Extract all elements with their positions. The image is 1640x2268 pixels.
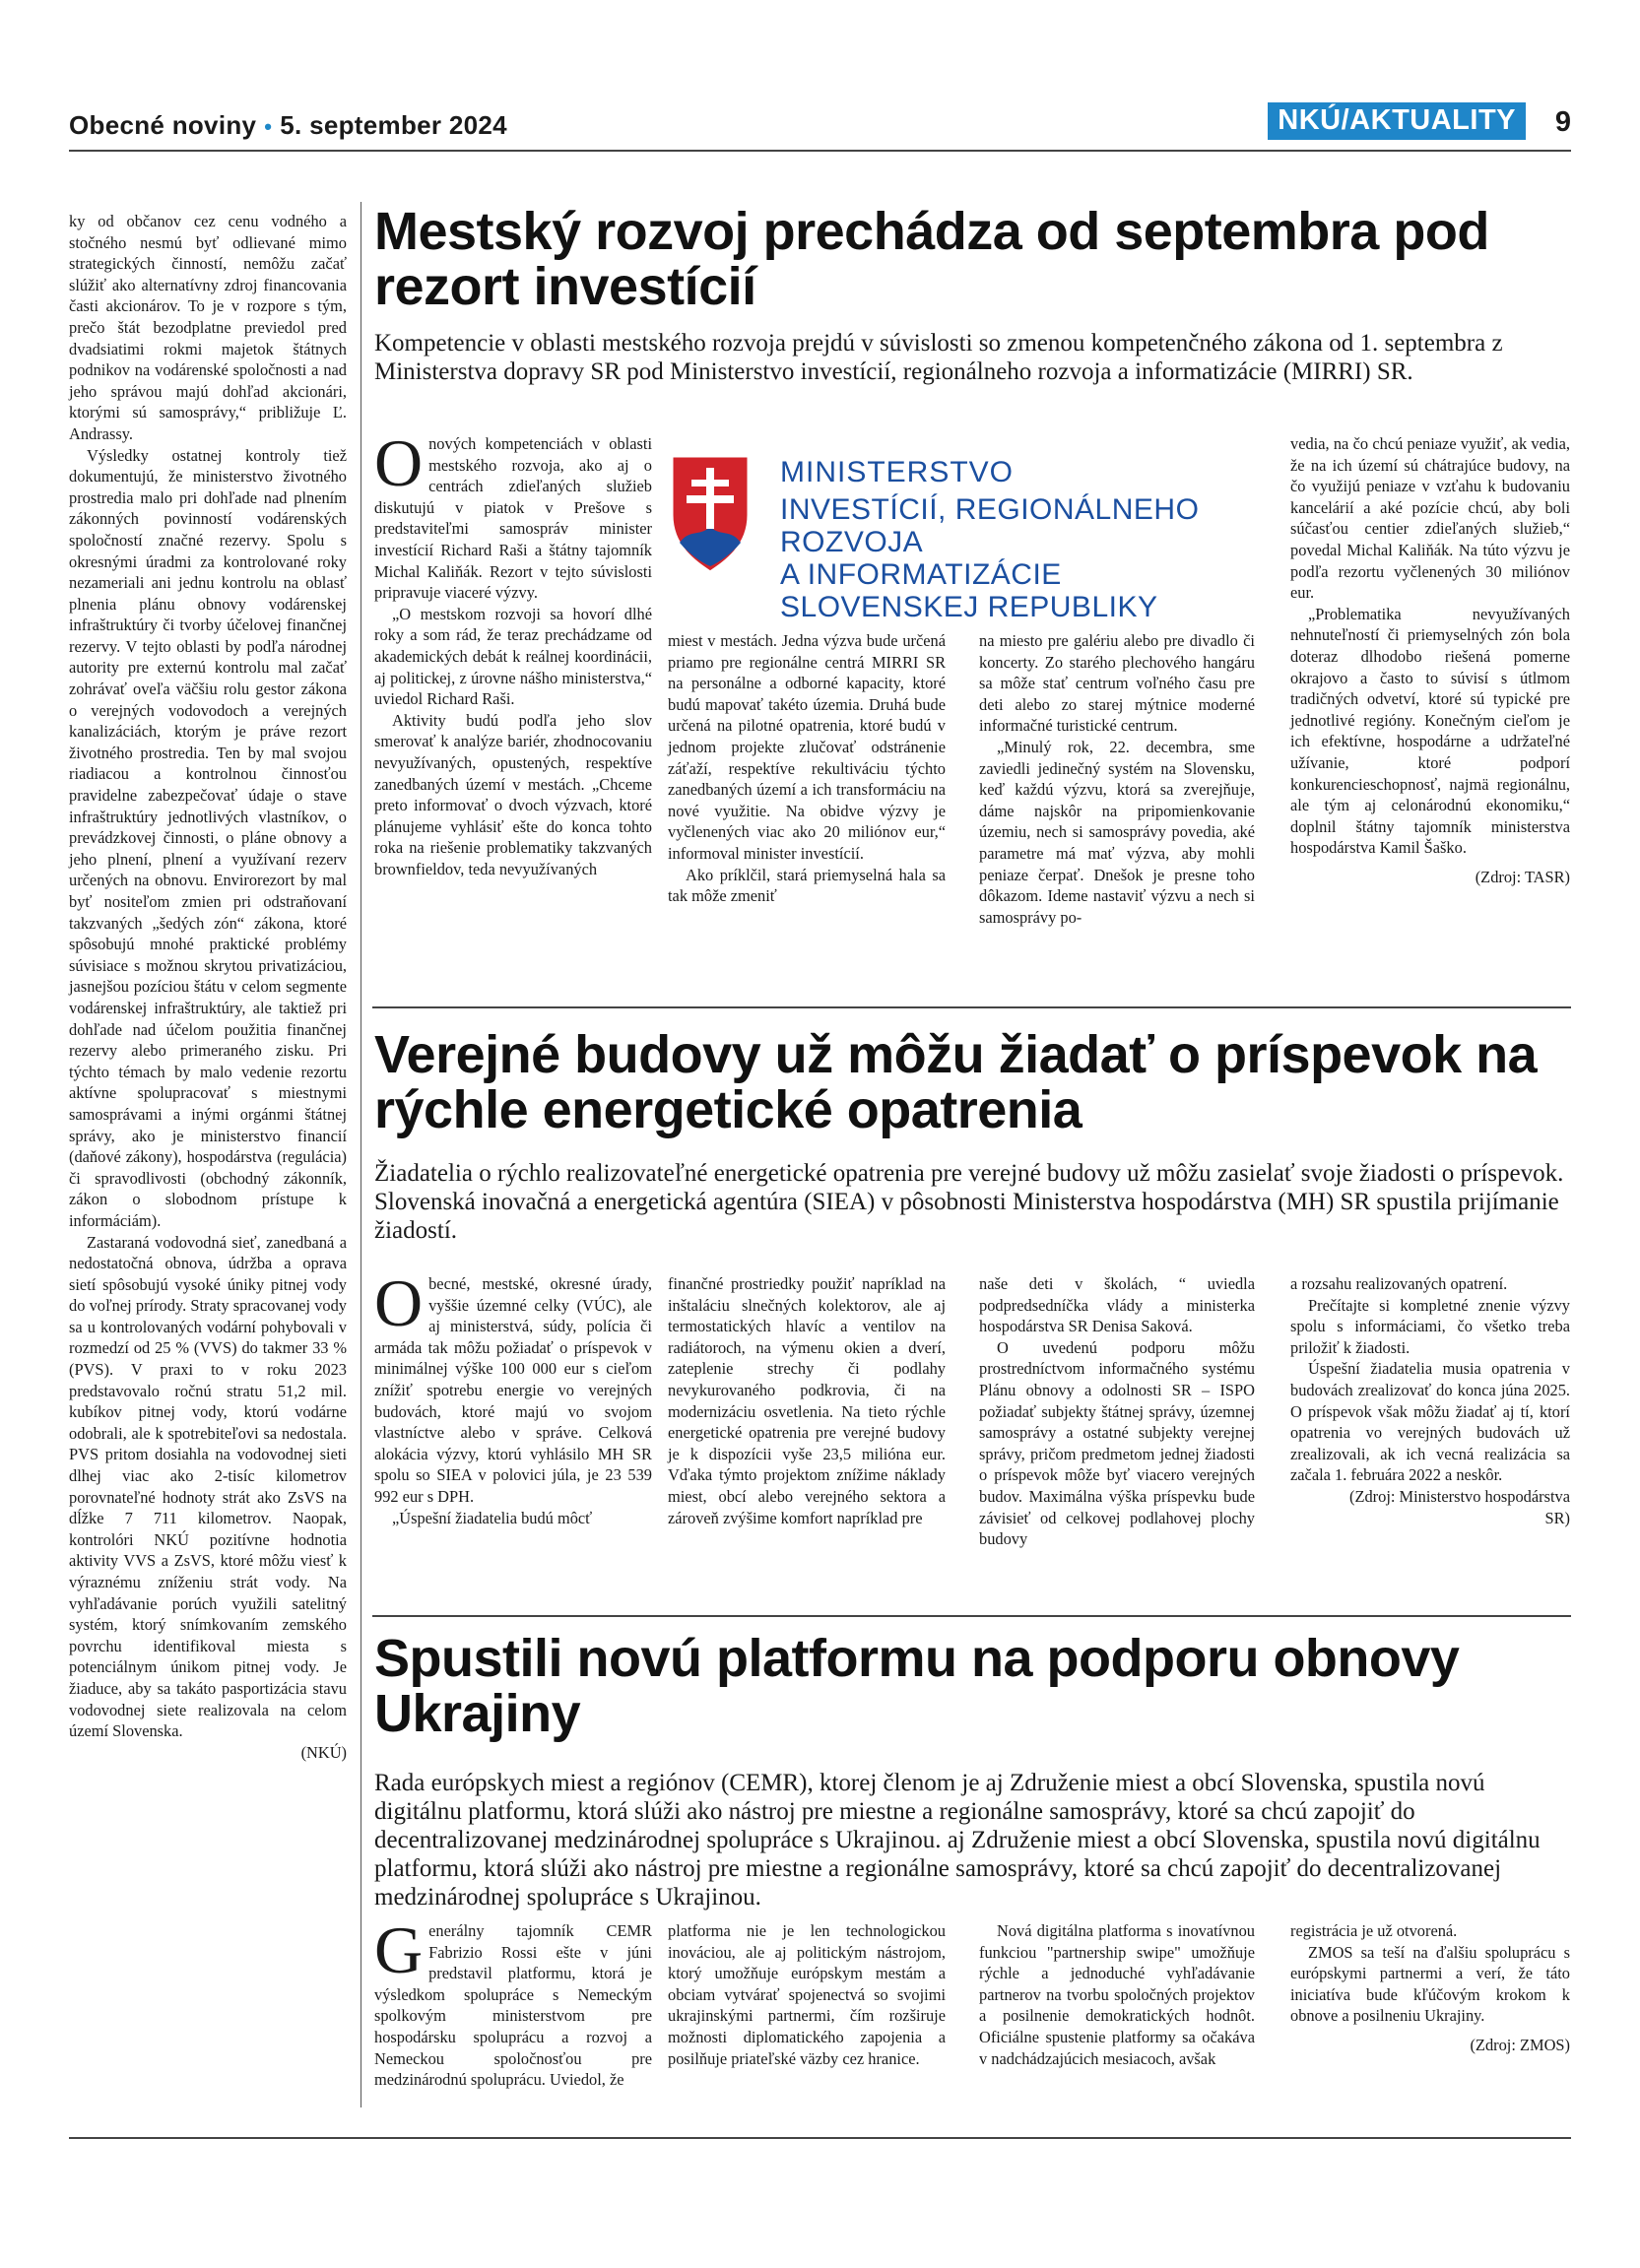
article-divider [372,1615,1571,1617]
article1-paragraph: miest v mestách. Jedna výzva bude určená priamo pre regionálne centrá MIRRI SR na personálne a odborné kapacity, ktoré budú mapovať takéto územia. Druhá bude určená na pilotné opatrenia, ktoré budú v jednom projekte zlučovať odstránenie záťaží, respektíve rekultiváciu týchto zanedbaných území a ich transformáciu na nové využitie. Na obidve výzvy je vyčlenených viac ako 20 miliónov eur,“ informoval minister investícií. [668,631,946,863]
article2-paragraph: „Úspešní žiadatelia budú môcť [392,1508,593,1527]
article1-column-4 [1290,433,1570,887]
article1-paragraph: na miesto pre galériu alebo pre divadlo či koncerty. Zo starého plechového hangáru sa môže stať centrum voľného času pre deti alebo zo starej mýtnice moderné informačné turistické centrum. [979,631,1255,736]
article-divider [372,1006,1571,1008]
article1-column-2 [668,630,946,907]
article1-column-3 [979,630,1255,928]
article2-paragraph: Úspešní žiadatelia musia opatrenia v budovách zrealizovať do konca júna 2025. O príspevok však môžu žiadať aj tí, ktorí opatrenia vo verejných budovách už zrealizovali, ak ich vecná realizácia sa začala 1. februára 2022 a neskôr. [1290,1359,1570,1485]
article1-paragraph: Ako príklčil, stará priemyselná hala sa tak môže zmeniť [668,865,946,906]
ministry-logo [670,436,1280,623]
separator-dot-icon: • [264,114,273,139]
article1-opening-text: nových kompetenciách v oblasti mestského rozvoja, ako aj o centrách zdieľaných služieb diskutujú v piatok v Prešove s predstaviteľmi samospráv minister investícií Richard Raši a štátny tajomník Michal Kaliňák. Rezort v tejto súvislosti pripravuje viaceré výzvy. [374,434,652,603]
left-article-paragraph: Výsledky ostatnej kontroly tiež dokumentujú, že ministerstvo životného prostredia malo pri dohľade nad plnením zákonných povinností vodárenských spoločností značné rezervy. Spolu s okresnými úradmi za kontrolované roky nezameriali ani jednu kontrolu na oblasť plnenia plánu obnovy vodárenskej infraštruktúry či tvorby účelovej finančnej rezervy. V tejto oblasti by podľa národnej autority pre externú kontrolu mal začať zohrávať oveľa väčšiu rolu gestor zákona o verejných vodovodoch a verejných kanalizáciách, ktorým je práve rezort životného prostredia. Ten by mal svojou riadiacou a kontrolnou činnosťou pravidelne zabezpečovať údaje o stave infraštruktúry jednotlivých vlastníkov, o prevádzkovej činnosti, o pláne obnovy a jeho plnení, plnení a využívaní rezerv určených na obnovu. Envirorezort by mal byť nositeľom zmien pri odstraňovaní takzvaných „šedých zón“ zákona, ktoré spôsobujú mnohé praktické problémy súvisiace s možnou skrytou privatizáciou, jasnejšou pozíciou štátu v celom segmente vodárenskej infraštruktúry, ale taktiež pri dohľade nad účelom použitia finančnej rezervy alebo primeraného zisku. Pri týchto témach by malo vedenie rezortu aktívne spolupracovať s miestnymi samosprávami a inými orgánmi štátnej správy, ako je ministerstvo financií (daňové zákony), hospodárstva (regulácia) či spravodlivosti (obchodný zákonník, zákon o slobodnom prístupe k informáciám). [69,445,347,1230]
article3-opening-paragraph [374,1912,652,2091]
left-article-paragraph: Zastaraná vodovodná sieť, zanedbaná a nedostatočná obnova, údržba a oprava sietí spôsobujú vysoké úniky pitnej vody do voľnej prírody. Straty spracovanej vody sa u kontrolovaných vodární pohybovali v rozmedzí od 25 % (VVS) do takmer 33 % (PVS). V praxi to v roku 2023 predstavovalo ročnú stratu 51,2 mil. kubíkov pitnej vody, ktorú vodárne odobrali, ale k spotrebiteľovi sa nedostala. PVS pritom dosiahla na vodovodnej sieti dlhej viac ako 2-tisíc kilometrov porovnateľné hodnoty strát ako ZsVS na dĺžke 7 711 kilometrov. Naopak, kontrolóri NKÚ pozitívne hodnotia aktivity VVS a ZsVS, ktoré môžu viesť k výraznému zníženiu strát vody. Na vyhľadávanie porúch využili satelitný systém, ktorý snímkovaním zemského povrchu identifikoval miesta s potenciálnym únikom pitnej vody. Je žiaduce, aby sa takáto pasportizácia stavu vodovodnej siete realizovala na celom území Slovenska. [69,1232,347,1741]
article3-lead: Rada európskych miest a regiónov (CEMR), ktorej členom je aj Združenie miest a obcí Slovenska, spustila novú digitálnu platformu, ktorá slúži ako nástroj pre miestne a regionálne samosprávy, ktoré sa chcú zapojiť do decentralizovanej medzinárodnej spolupráce s Ukrajinou. aj Združenie miest a obcí Slovenska, spustila novú digitálnu platformu, ktorá slúži ako nástroj pre miestne a regionálne samosprávy, ktoré sa chcú zapojiť do decentralizovanej medzinárodnej spolupráce s Ukrajinou. [374,1770,1541,1911]
article2-lead: Žiadatelia o rýchlo realizovateľné energetické opatrenia pre verejné budovy už môžu zasielať svoje žiadosti o príspevok. Slovenská inovačná a energetická agentúra (SIEA) v pôsobnosti Ministerstva hospodárstva (MH) SR spustila prijímanie žiadostí. [374,1160,1564,1244]
article2-paragraph: naše deti v školách, “ uviedla podpredsedníčka vlády a ministerka hospodárstva SR Denisa Saková. [979,1274,1255,1336]
article2-column-1 [374,1265,652,1528]
logo-line-1: MINISTERSTVO [780,456,1015,488]
article3-source: (Zdroj: ZMOS) [1470,2035,1570,2054]
article2-paragraph: O uvedenú podporu môžu prostredníctvom informačného systému Plánu obnovy a odolnosti SR – ISPO požiadať subjekty štátnej správy, územnej samosprávy a ostatné subjekty verejnej správy, pričom predmetom jednej žiadosti o príspevok môže byť viacero verejných budov. Maximálna výška príspevku bude závisieť od celkovej podlahovej plochy budovy [979,1337,1255,1549]
left-article-paragraph: ky od občanov cez cenu vodného a stočného nesmú byť odlievané mimo strategických činností, nemôžu začať slúžiť ako alternatívny zdroj financovania časti akcionárov. To je v rozpore s tým, prečo štát bezodplatne previedol pred dvadsiatimi rokmi majetok štátnych podnikov na vodárenské spoločnosti a nad jeho správou majú dohľad akcionári, ktorými sú samosprávy,“ približuje Ľ. Andrassy. [69,212,347,443]
article2-opening-text: becné, mestské, okresné úrady, vyššie územné celky (VÚC), ale aj ministerstvá, súdy, polícia či armáda tak môžu požiadať o príspevok v minimálnej výške 100 000 eur s cieľom znížiť spotrebu energie vo verejných budovách, ktoré majú vo svojom vlastníctve alebo v správe. Celková alokácia výzvy, ktorú vyhlásilo MH SR spolu so SIEA v polovici júla, je 23 539 992 eur s DPH. [374,1274,652,1506]
article1-paragraph: „Minulý rok, 22. decembra, sme zaviedli jedinečný systém na Slovensku, keď každú výzvu, ktorá sa zverejňuje, dáme najskôr na pripomienkovanie územiu, nech si samosprávy povedia, aké parametre má mať výzva, aby mohli peniaze čerpať. Dnešok je presne toho dôkazom. Ideme nastaviť výzvu a nech si samosprávy po- [979,737,1255,927]
article3-column-4 [1290,1920,1570,2056]
logo-line-2: INVESTÍCIÍ, REGIONÁLNEHO ROZVOJA [780,493,1200,558]
publication-name: Obecné noviny [69,110,257,140]
article2-title: Verejné budovy už môžu žiadať o príspevok na rýchle energetické opatrenia [374,1025,1538,1139]
article2-paragraph: a rozsahu realizovaných opatrení. [1290,1274,1508,1293]
left-article [69,211,347,1763]
article3-column-2 [668,1920,946,2069]
left-article-source: (NKÚ) [300,1742,347,1762]
dropcap: O [374,1265,424,1340]
article3-column-3 [979,1920,1255,2069]
footer-divider [69,2137,1571,2139]
article1-paragraph: „O mestskom rozvoji sa hovorí dlhé roky a som rád, že teraz prechádzame od akademických debát k reálnej koordinácii, aj politickej, z úrovne nášho ministerstva,“ uviedol Richard Raši. [374,604,652,709]
article1-paragraph: Aktivity budú podľa jeho slov smerovať k analýze bariér, zhodnocovaniu nevyužívaných, opustených, respektíve zanedbaných území v mestách. „Chceme preto informovať o dvoch výzvach, ktoré plánujeme vyhlásiť ešte do konca tohto roka na riešenie problematiky takzvaných brownfieldov, teda nevyužívaných [374,710,652,878]
page-number: 9 [1554,106,1571,138]
article1-title: Mestský rozvoj prechádza od septembra pod rezort investícií [374,202,1489,316]
dropcap: O [374,425,424,500]
article2-column-3 [979,1273,1255,1550]
article1-opening-paragraph [374,425,652,604]
article1-source: (Zdroj: TASR) [1475,867,1570,886]
article3-paragraph: Nová digitálna platforma s inovatívnou funkciou "partnership swipe" umožňuje rýchle a jednoduché vyhľadávanie partnerov na tvorbu spoločných projektov a posilnenie demokratických hodnôt. Oficiálne spustenie platformy sa očakáva v nadchádzajúcich mesiacoch, avšak [979,1921,1255,2068]
article1-paragraph: vedia, na čo chcú peniaze využiť, ak vedia, že na ich území sú chátrajúce budovy, na čo využijú peniaze v vzťahu k budovaniu kancelárií a aké pozície chcú, aby boli súčasťou centier zdieľaných služieb,“ povedal Michal Kaliňák. Na túto výzvu je podľa rezortu vyčlenených 30 miliónov eur. [1290,434,1570,603]
masthead [69,110,507,141]
article3-paragraph: platforma nie je len technologickou inováciou, ale aj politickým nástrojom, ktorý umožňuje európskym mestám a obciam vytvárať spojenectvá so svojimi ukrajinskými partnermi, čím rozširuje možnosti diplomatického zapojenia a posilňuje priateľské väzby cez hranice. [668,1921,946,2068]
article3-paragraph: ZMOS sa teší na ďalšiu spoluprácu s európskymi partnermi a verí, že táto iniciatíva bude kľúčovým krokom k obnove a posilneniu Ukrajiny. [1290,1942,1570,2026]
article1-paragraph: „Problematika nevyužívaných nehnuteľností či priemyselných zón bola doteraz dlhodobo riešená pomerne okrajovo a často to súvisí s útlmom tradičných odvetví, ktoré sú typické pre jednotlivé regióny. Konečným cieľom je ich efektívne, hospodárne a udržateľné užívanie, ktoré podporí konkurencieschopnosť, najmä regionálnu, ale tým aj celonárodnú ekonomiku,“ doplnil štátny tajomník ministerstva hospodárstva Kamil Šaško. [1290,604,1570,858]
article3-title: Spustili novú platformu na podporu obnovy Ukrajiny [374,1629,1460,1743]
dropcap: G [374,1912,424,1987]
logo-line-4: SLOVENSKEJ REPUBLIKY [780,591,1158,623]
article3-column-1 [374,1912,652,2091]
article2-column-4 [1290,1273,1570,1528]
article2-source: (Zdroj: Ministerstvo hospodárstva SR) [1349,1486,1570,1527]
article2-column-2 [668,1273,946,1528]
article1-lead: Kompetencie v oblasti mestského rozvoja prejdú v súvislosti so zmenou kompetenčného zákona od 1. septembra z Ministerstva dopravy SR pod Ministerstvo investícií, regionálneho rozvoja a informatizácie (MIRRI) SR. [374,330,1503,385]
page-header [69,102,1571,142]
section-label: NKÚ/AKTUALITY [1268,102,1526,140]
article2-opening-paragraph [374,1265,652,1508]
article3-paragraph: registrácia je už otvorená. [1290,1921,1458,1940]
article2-paragraph: Prečítajte si kompletné znenie výzvy spolu s informáciami, čo všetko treba priložiť k žiadosti. [1290,1295,1570,1357]
slovak-coat-of-arms-icon [670,456,751,572]
article2-paragraph: finančné prostriedky použiť napríklad na inštaláciu slnečných kolektorov, ale aj termostatických hlavíc a ventilov na radiátoroch, na výmenu okien a dverí, zateplenie strechy či podlahy nevykurovaného podkrovia, či na modernizáciu osvetlenia. Na tieto rýchle energetické opatrenia pre verejné budovy je k dispozícii vyše 23,5 milióna eur. Vďaka týmto projektom znížime náklady miest, obcí alebo verejného sektora a zároveň zvýšime komfort napríklad pre [668,1274,946,1527]
article1-column-1 [374,425,652,879]
article3-opening-text: enerálny tajomník CEMR Fabrizio Rossi ešte v júni predstavil platformu, ktorá je výsledkom spolupráce s Nemeckým spolkovým ministerstvom pre hospodársku spoluprácu a rozvoj a Nemeckou spoločnosťou pre medzinárodnú spoluprácu. Uviedol, že [374,1921,652,2090]
logo-text-block [780,493,1280,623]
issue-date: 5. september 2024 [280,110,507,140]
logo-line-3: A INFORMATIZÁCIE [780,558,1062,591]
header-divider [69,150,1571,152]
